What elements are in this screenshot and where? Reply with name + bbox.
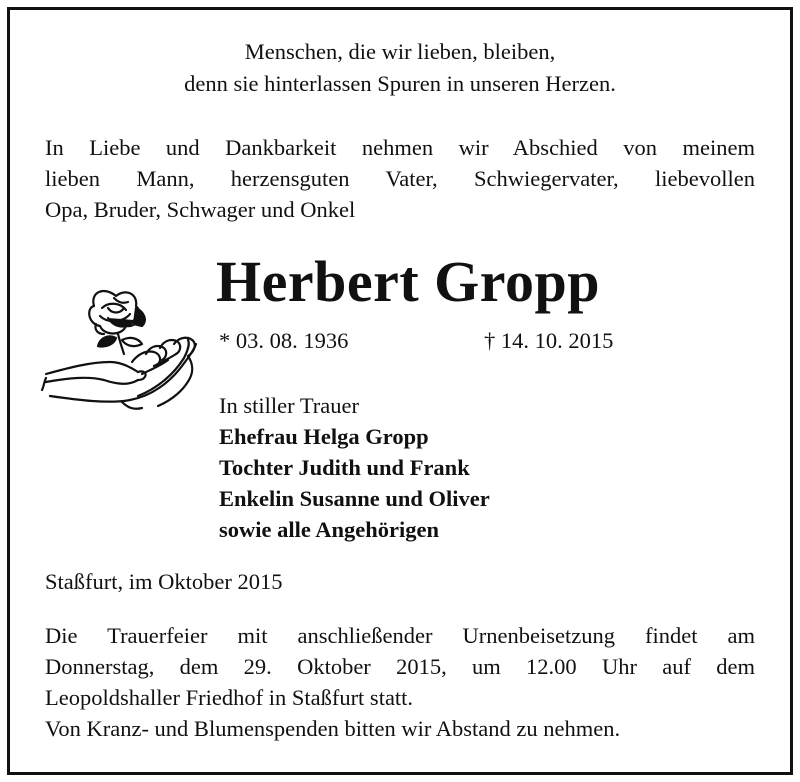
mourner-name: Ehefrau Helga Gropp	[219, 424, 429, 449]
ceremony-line: Donnerstag, dem 29. Oktober 2015, um 12.00 Uhr auf dem	[45, 654, 755, 679]
deceased-name: Herbert Gropp	[216, 249, 600, 314]
mourner-name: Enkelin Susanne und Oliver	[219, 486, 490, 511]
intro-line: Opa, Bruder, Schwager und Onkel	[45, 197, 356, 222]
ceremony-line: Die Trauerfeier mit anschließender Urnenbeisetzung findet am	[45, 623, 755, 648]
mourners-list	[219, 390, 490, 545]
hands-holding-rose-icon	[38, 278, 208, 418]
mourner-name: sowie alle Angehörigen	[219, 517, 439, 542]
ceremony-info	[45, 620, 755, 744]
intro-line: lieben Mann, herzensguten Vater, Schwiegervater, liebevollen	[45, 166, 755, 191]
place-date	[45, 566, 755, 597]
intro-line: In Liebe und Dankbarkeit nehmen wir Abschied von meinem	[45, 135, 755, 160]
ceremony-line: Von Kranz- und Blumenspenden bitten wir Abstand zu nehmen.	[45, 716, 621, 741]
motto-line: Menschen, die wir lieben, bleiben,	[244, 39, 556, 64]
place-date-text: Staßfurt, im Oktober 2015	[45, 569, 283, 594]
intro-text	[45, 132, 755, 225]
motto	[0, 36, 800, 100]
motto-line: denn sie hinterlassen Spuren in unseren Herzen.	[184, 71, 616, 96]
birth-date: * 03. 08. 1936	[219, 328, 349, 353]
mourner-name: Tochter Judith und Frank	[219, 455, 470, 480]
death-date: † 14. 10. 2015	[484, 328, 614, 353]
mourners-lead: In stiller Trauer	[219, 393, 359, 418]
ceremony-line: Leopoldshaller Friedhof in Staßfurt statt.	[45, 685, 414, 710]
